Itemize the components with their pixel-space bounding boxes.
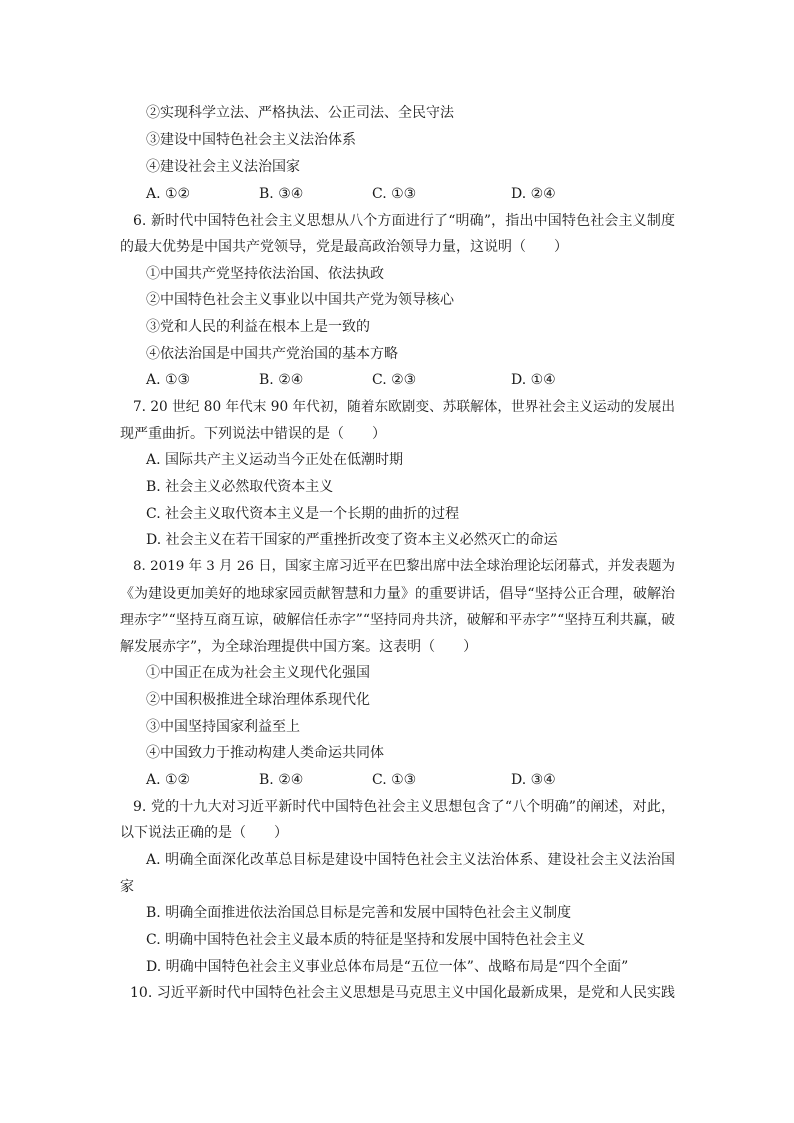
q9-option-a[interactable]: A. 明确全面深化改革总目标是建设中国特色社会主义法治体系、建设社会主义法治国	[146, 852, 675, 868]
q9-option-c[interactable]: C. 明确中国特色社会主义最本质的特征是坚持和发展中国特色社会主义	[146, 932, 586, 948]
q8-stem-line-4: 解发展赤字”，为全球治理提供中国方案。这表明（ ）	[120, 639, 478, 655]
q8-choice-c[interactable]: C. ①③	[372, 772, 417, 788]
q7-option-c[interactable]: C. 社会主义取代资本主义是一个长期的曲折的过程	[146, 506, 460, 522]
q8-item-1: ①中国正在成为社会主义现代化强国	[146, 665, 370, 681]
prev-item-2: ②实现科学立法、严格执法、公正司法、全民守法	[146, 105, 454, 121]
q6-item-1: ①中国共产党坚持依法治国、依法执政	[146, 266, 384, 282]
q7-option-b[interactable]: B. 社会主义必然取代资本主义	[146, 479, 334, 495]
q9-stem-line-1: 9. 党的十九大对习近平新时代中国特色社会主义思想包含了“八个明确”的阐述，对此，	[133, 799, 675, 815]
q9-option-a-continued: 家	[120, 879, 134, 895]
q8-item-4: ④中国致力于推动构建人类命运共同体	[146, 745, 384, 761]
q6-item-4: ④依法治国是中国共产党治国的基本方略	[146, 346, 398, 362]
q6-item-2: ②中国特色社会主义事业以中国共产党为领导核心	[146, 292, 454, 308]
q6-choice-c[interactable]: C. ②③	[372, 372, 417, 388]
q9-option-b[interactable]: B. 明确全面推进依法治国总目标是完善和发展中国特色社会主义制度	[146, 905, 572, 921]
q8-stem-line-3: 理赤字”“坚持互商互谅，破解信任赤字”“坚持同舟共济，破解和平赤字”“坚持互利共赢，破	[120, 612, 675, 628]
q8-stem-line-2: 《为建设更加美好的地球家园贡献智慧和力量》的重要讲话，倡导“坚持公正合理，破解治	[120, 586, 675, 602]
prev-item-4: ④建设社会主义法治国家	[146, 159, 300, 175]
q6-item-3: ③党和人民的利益在根本上是一致的	[146, 319, 370, 335]
q8-stem-line-1: 8. 2019 年 3 月 26 日，国家主席习近平在巴黎出席中法全球治理论坛闭幕式，并发表题为	[133, 559, 675, 574]
q8-choice-d[interactable]: D. ③④	[511, 772, 556, 788]
q7-stem-line-1: 7. 20 世纪 80 年代末 90 年代初，随着东欧剧变、苏联解体，世界社会主义运动的发展出	[133, 399, 675, 415]
q8-choice-b[interactable]: B. ②④	[259, 772, 304, 788]
q9-option-d[interactable]: D. 明确中国特色社会主义事业总体布局是“五位一体”、战略布局是“四个全面”	[146, 959, 629, 975]
q7-option-d[interactable]: D. 社会主义在若干国家的严重挫折改变了资本主义必然灭亡的命运	[146, 532, 558, 548]
prev-choice-b[interactable]: B. ③④	[259, 186, 304, 202]
prev-choice-d[interactable]: D. ②④	[511, 186, 556, 202]
prev-item-3: ③建设中国特色社会主义法治体系	[146, 132, 356, 148]
q6-choice-b[interactable]: B. ②④	[259, 372, 304, 388]
q6-choice-d[interactable]: D. ①④	[511, 372, 556, 388]
q9-stem-line-2: 以下说法正确的是（ ）	[120, 825, 288, 841]
q6-choice-a[interactable]: A. ①③	[146, 372, 191, 388]
q7-option-a[interactable]: A. 国际共产主义运动当今正处在低潮时期	[146, 452, 404, 468]
q8-choice-a[interactable]: A. ①②	[146, 772, 191, 788]
prev-choice-c[interactable]: C. ①③	[372, 186, 417, 202]
q7-stem-line-2: 现严重曲折。下列说法中错误的是（ ）	[120, 426, 386, 442]
q6-stem-line-1: 6. 新时代中国特色社会主义思想从八个方面进行了“明确”，指出中国特色社会主义制度	[133, 213, 675, 229]
q10-stem-line-1: 10. 习近平新时代中国特色社会主义思想是马克思主义中国化最新成果，是党和人民实践	[130, 985, 675, 1001]
q8-item-2: ②中国积极推进全球治理体系现代化	[146, 692, 370, 708]
q6-stem-line-2: 的最大优势是中国共产党领导，党是最高政治领导力量，这说明（ ）	[120, 239, 568, 255]
prev-choice-a[interactable]: A. ①②	[146, 186, 191, 202]
q8-item-3: ③中国坚持国家利益至上	[146, 719, 300, 735]
